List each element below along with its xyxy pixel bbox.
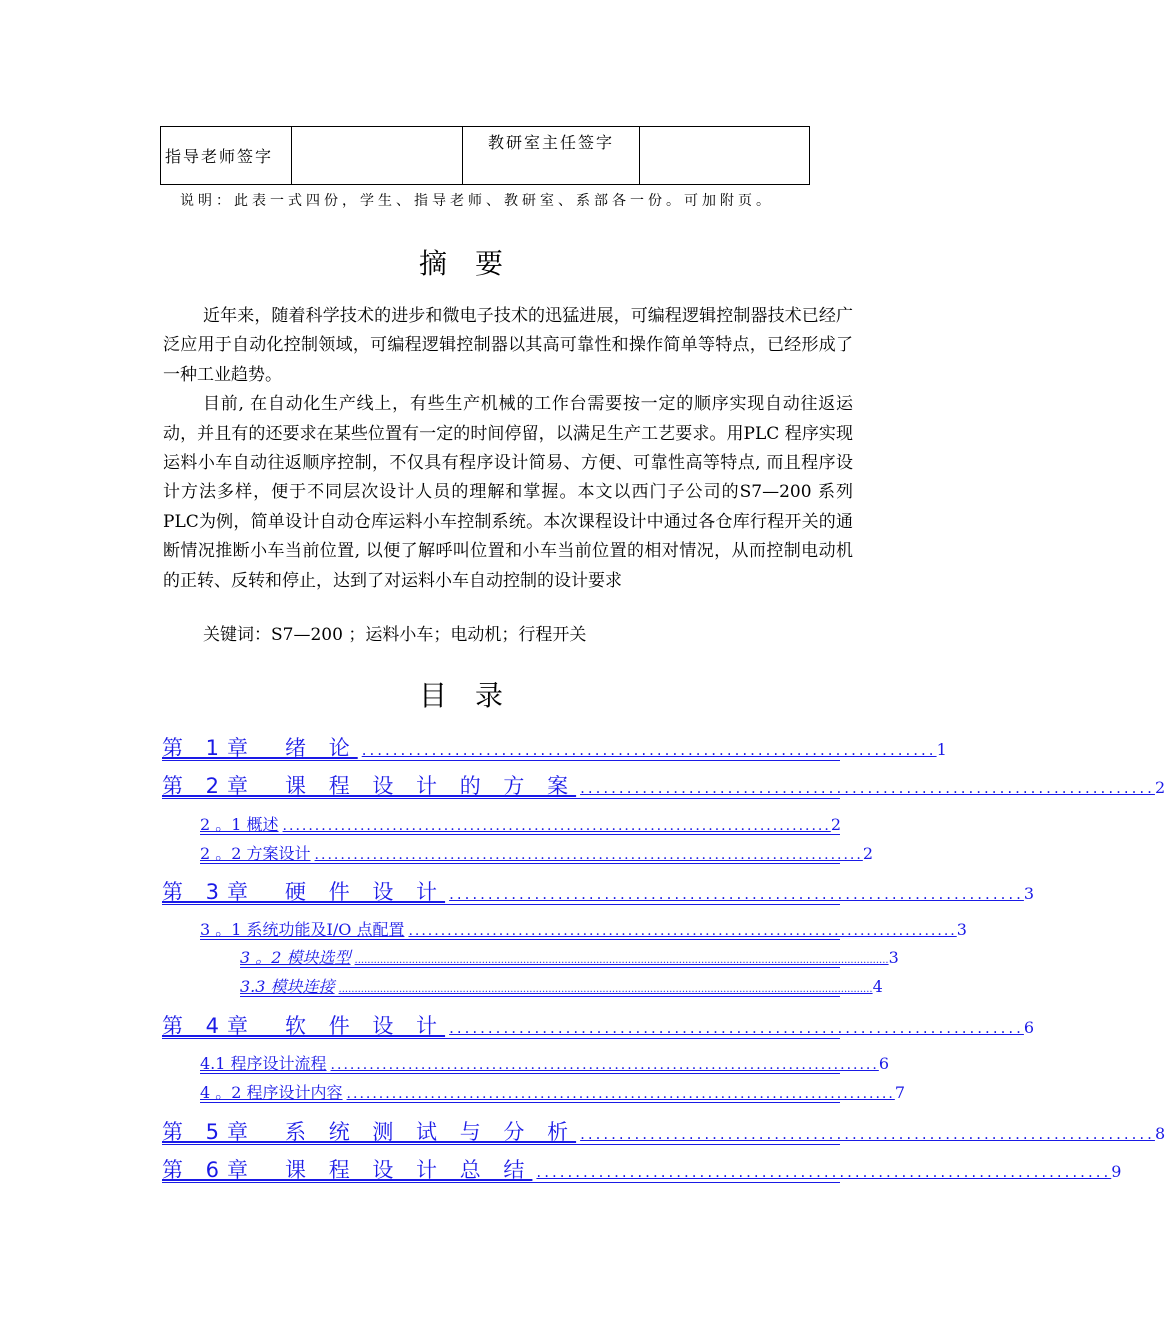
toc-entry-page: 2 <box>862 844 874 863</box>
toc-entry-section-2-1[interactable] <box>200 812 840 835</box>
advisor-signature-label: 指导老师签字 <box>161 127 292 185</box>
toc-entry-page: 6 <box>1023 1018 1035 1037</box>
abstract-body <box>163 302 853 596</box>
toc-entry-section-2-2[interactable] <box>200 841 874 864</box>
toc-entry-label: 第 5章 系 统 测 试 与 分 析 <box>162 1120 577 1144</box>
toc-leader-dots: ..................................................................................... <box>282 818 831 834</box>
toc-entry-chapter-1[interactable] <box>162 732 947 761</box>
toc-entry-label: 第 3章 硬 件 设 计 <box>162 880 446 904</box>
director-signature-label: 教研室主任签字 <box>463 127 640 185</box>
signature-table <box>160 126 810 185</box>
toc-entry-page: 9 <box>1111 1162 1122 1181</box>
toc-title: 目录 <box>418 679 531 712</box>
toc-entry-label: 3 。2 模块选型 <box>240 948 351 967</box>
toc-entry-chapter-5[interactable] <box>162 1116 1166 1145</box>
toc-entry-chapter-4[interactable] <box>162 1010 1035 1039</box>
toc-leader-dots: ..................................................................................... <box>408 923 957 939</box>
toc-entry-page: 4 <box>872 977 883 996</box>
toc-entry-page: 6 <box>878 1054 890 1073</box>
toc-entry-section-3-2[interactable] <box>240 945 899 968</box>
toc-entry-page: 1 <box>936 740 947 759</box>
toc-entry-page: 8 <box>1154 1124 1166 1143</box>
toc-leader-dots: .......................................................................... <box>580 779 1155 797</box>
toc-leader-dots: .......................................................................... <box>361 741 937 759</box>
toc-entry-section-4-2[interactable] <box>200 1080 906 1103</box>
toc-leader-dots: .......................................................................... <box>449 885 1024 903</box>
toc-entry-label: 2 。1 概述 <box>200 815 279 834</box>
abstract-title: 摘要 <box>418 247 531 280</box>
toc-entry-page: 2 <box>1154 778 1166 797</box>
toc-leader-dots: ..................................................................................... <box>346 1086 895 1102</box>
toc-leader-dots: ..................................................................................... <box>330 1057 879 1073</box>
toc-entry-label: 4 。2 程序设计内容 <box>200 1083 343 1102</box>
toc-leader-dots: ........................................................................................................................................................................ <box>338 984 873 995</box>
toc-leader-dots: ..................................................................................... <box>314 847 863 863</box>
toc-entry-page: 2 <box>830 815 842 834</box>
toc-leader-dots: .......................................................................... <box>449 1019 1024 1037</box>
toc-entry-label: 第 6章 课 程 设 计 总 结 <box>162 1158 533 1182</box>
director-signature-cell <box>640 127 810 185</box>
toc-entry-page: 7 <box>894 1083 906 1102</box>
keywords: 关键词：S7—200 ；运料小车；电动机；行程开关 <box>203 625 587 645</box>
toc-entry-label: 第 2章 课 程 设 计 的 方 案 <box>162 774 577 798</box>
toc-entry-label: 3.3 模块连接 <box>240 977 335 996</box>
toc-entry-chapter-3[interactable] <box>162 876 1035 905</box>
toc-entry-section-4-1[interactable] <box>200 1051 890 1074</box>
toc-entry-chapter-6[interactable] <box>162 1154 1122 1183</box>
toc-leader-dots: .......................................................................... <box>580 1125 1155 1143</box>
toc-entry-chapter-2[interactable] <box>162 770 1166 799</box>
toc-entry-label: 第 4章 软 件 设 计 <box>162 1014 446 1038</box>
toc-entry-page: 3 <box>888 948 899 967</box>
toc-leader-dots: ........................................................................................................................................................................ <box>354 955 889 966</box>
abstract-paragraph: 近年来，随着科学技术的进步和微电子技术的迅猛进展，可编程逻辑控制器技术已经广泛应用于自动化控制领域，可编程逻辑控制器以其高可靠性和操作简单等特点，已经形成了一种工业趋势。 <box>163 306 853 385</box>
toc-leader-dots: .......................................................................... <box>536 1163 1112 1181</box>
toc-entry-page: 3 <box>956 920 967 939</box>
toc-entry-section-3-3[interactable] <box>240 974 883 997</box>
toc-entry-label: 2 。2 方案设计 <box>200 844 311 863</box>
advisor-signature-cell <box>292 127 463 185</box>
form-note: 说明：此表一式四份，学生、指导老师、教研室、系部各一份。可加附页。 <box>180 193 774 209</box>
toc-entry-label: 3 。1 系统功能及I/O 点配置 <box>200 920 405 939</box>
toc-entry-label: 4.1 程序设计流程 <box>200 1054 327 1073</box>
toc-entry-page: 3 <box>1023 884 1035 903</box>
toc-entry-section-3-1[interactable] <box>200 917 967 940</box>
abstract-paragraph: 目前, 在自动化生产线上，有些生产机械的工作台需要按一定的顺序实现自动往返运动，并且有的还要求在某些位置有一定的时间停留，以满足生产工艺要求。用PLC 程序实现运料小车自动往返顺序控制，不仅具有程序设计简易、方便、可靠性高等特点, 而且程序设计方法多样，便于不同层次设计人员的理解和掌握。本文以西门子公司的S7—200 系列PLC为例，简单设计自动仓库运料小车控制系统。本次课程设计中通过各仓库行程开关的通断情况推断小车当前位置, 以便了解呼叫位置和小车当前位置的相对情况，从而控制电动机的正转、反转和停止，达到了对运料小车自动控制的设计要求 <box>163 394 853 591</box>
toc-entry-label: 第 1章 绪 论 <box>162 736 358 760</box>
